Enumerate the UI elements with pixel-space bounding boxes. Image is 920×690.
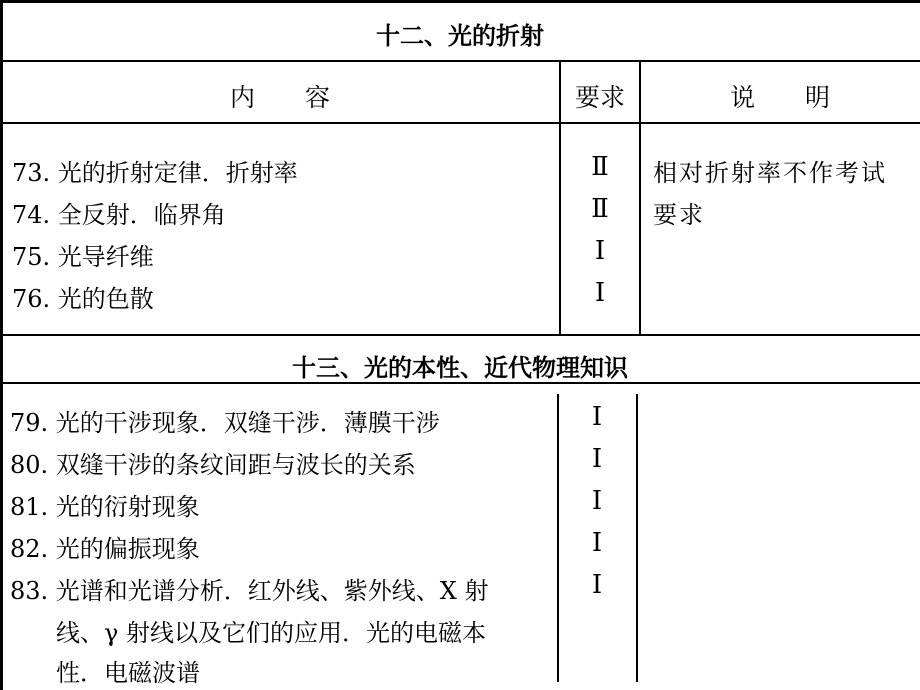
note-line: 要求 (653, 201, 705, 229)
list-item-continuation: 性．电磁波谱 (56, 659, 200, 687)
section-title-nature-of-light: 十三、光的本性、近代物理知识 (292, 354, 628, 382)
requirement-level: Ⅰ (594, 236, 606, 266)
requirement-level: Ⅰ (591, 528, 603, 558)
border-top (0, 0, 920, 3)
requirement-level: Ⅰ (591, 570, 603, 600)
divider-under-title2 (0, 382, 920, 384)
note-line: 相对折射率不作考试 (653, 159, 887, 187)
requirement-level: Ⅰ (591, 444, 603, 474)
header-note: 说 明 (729, 83, 830, 112)
list-item: 79. 光的干涉现象．双缝干涉．薄膜干涉 (10, 409, 440, 437)
list-item: 83. 光谱和光谱分析．红外线、紫外线、X 射 (10, 577, 489, 605)
divider-above-title2 (0, 334, 920, 336)
requirement-level: Ⅱ (591, 194, 609, 224)
list-item: 76. 光的色散 (12, 285, 154, 313)
list-item: 74. 全反射．临界角 (12, 201, 226, 229)
divider-under-title1 (0, 60, 920, 62)
list-item: 75. 光导纤维 (12, 243, 154, 271)
section-title-refraction: 十二、光的折射 (376, 22, 544, 50)
list-item-continuation: 线、γ 射线以及它们的应用．光的电磁本 (56, 619, 486, 647)
requirement-level: Ⅰ (591, 486, 603, 516)
list-item: 73. 光的折射定律．折射率 (12, 159, 298, 187)
header-content: 内 容 (229, 83, 330, 112)
requirement-level: Ⅱ (591, 152, 609, 182)
list-item: 80. 双缝干涉的条纹间距与波长的关系 (10, 451, 416, 479)
list-item: 81. 光的衍射现象 (10, 493, 200, 521)
requirement-level: Ⅰ (594, 278, 606, 308)
requirement-level: Ⅰ (591, 402, 603, 432)
header-requirement: 要求 (574, 83, 625, 112)
list-item: 82. 光的偏振现象 (10, 535, 200, 563)
divider-under-header (0, 122, 920, 124)
